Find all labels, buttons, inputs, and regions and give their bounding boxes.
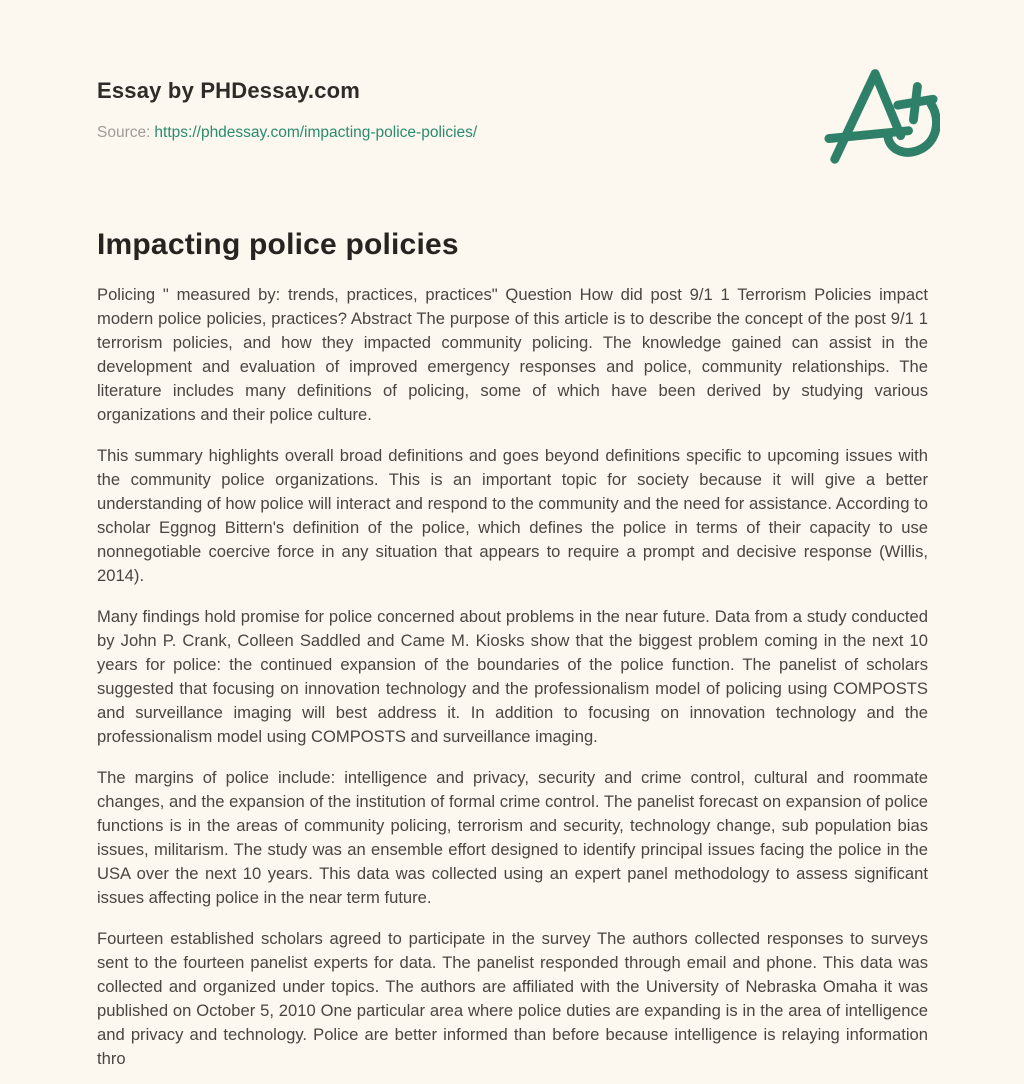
source-label: Source: [97,124,151,141]
essay-by-heading: Essay by PHDessay.com [97,78,361,103]
essay-paragraph: Fourteen established scholars agreed to participate in the survey The authors collected responses to surveys sent to the fourteen panelist experts for data. The panelist responded through email and phone. This data was collected and organized under topics. The authors are affiliated with the University of Nebraska Omaha it was published on October 5, 2010 One particular area where police duties are expanding is in the area of intelligence and privacy and technology. Police are better informed than before because intelligence is relaying information thro [97,929,928,1068]
essay-paragraph: This summary highlights overall broad definitions and goes beyond definitions specific to upcoming issues with the community police organizations. This is an important topic for society because it will give a better understanding of how police will interact and respond to the community and the need for assistance. According to scholar Eggnog Bittern's definition of the police, which defines the police in terms of their capacity to use nonnegotiable coercive force in any situation that appears to require a prompt and decisive response (Willis, 2014). [97,446,928,585]
page-title: Impacting police policies [97,228,459,261]
essay-paragraph: Policing " measured by: trends, practices, practices" Question How did post 9/1 1 Terrorism Policies impact modern police policies, practices? Abstract The purpose of this article is to describe the concept of the post 9/1 1 terrorism policies, and how they impacted community policing. The knowledge gained can assist in the development and evaluation of improved emergency responses and police, community relationships. The literature includes many definitions of policing, some of which have been derived by studying various organizations and their police culture. [97,285,928,424]
essay-body [97,283,927,1071]
page-header [97,78,927,142]
essay-paragraph: Many findings hold promise for police concerned about problems in the near future. Data from a study conducted by John P. Crank, Colleen Saddled and Came M. Kiosks show that the biggest problem coming in the next 10 years for police: the continued expansion of the boundaries of the police function. The panelist of scholars suggested that focusing on innovation technology and the professionalism model of policing using COMPOSTS and surveillance imaging will best address it. In addition to focusing on innovation technology and the professionalism model using COMPOSTS and surveillance imaging. [97,607,928,746]
a-plus-logo-icon [822,60,940,168]
source-line [97,124,927,142]
source-link[interactable]: https://phdessay.com/impacting-police-policies/ [154,124,478,141]
essay-paragraph: The margins of police include: intelligence and privacy, security and crime control, cultural and roommate changes, and the expansion of the institution of formal crime control. The panelist forecast on expansion of police functions is in the areas of community policing, terrorism and security, technology change, sub population bias issues, militarism. The study was an ensemble effort designed to identify principal issues facing the police in the USA over the next 10 years. This data was collected using an expert panel methodology to assess significant issues affecting police in the near term future. [97,768,928,907]
